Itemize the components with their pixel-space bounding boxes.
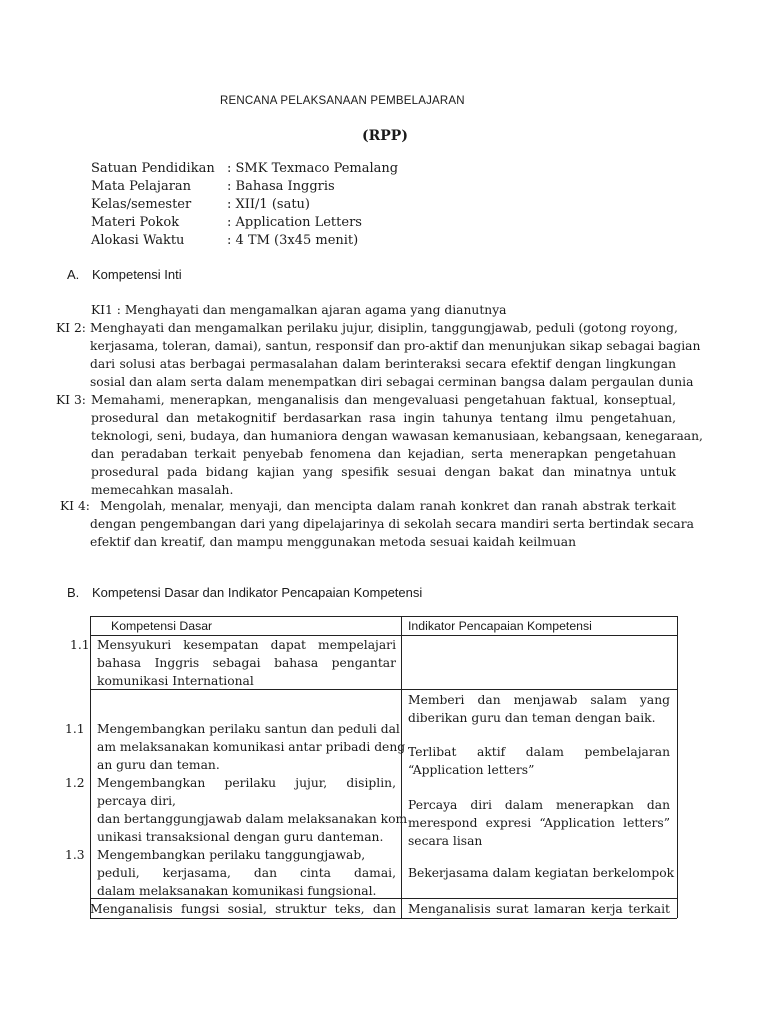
kd-line: dalam melaksanakan komunikasi fungsional. — [97, 884, 377, 898]
kd-number: 1.2 — [65, 776, 85, 790]
ki3-line: Memahami, menerapkan, menganalisis dan mengevaluasi pengetahuan faktual, konseptual, — [91, 393, 676, 407]
section-b-marker: B. — [67, 585, 80, 600]
kd-text — [97, 774, 408, 846]
indicator-text — [408, 743, 670, 779]
ki2-line: Menghayati dan mengamalkan perilaku jujur, disiplin, tanggungjawab, peduli (gotong royong, — [90, 321, 678, 335]
kd-line: komunikasi International — [97, 674, 254, 688]
ki3-line: teknologi, seni, budaya, dan humaniora dengan wawasan kemanusiaan, kebangsaan, kenegaraan, — [91, 429, 703, 443]
indicator-line: Memberi dan menjawab salam yang — [408, 693, 670, 707]
kd-line: Mengembangkan perilaku jujur, disiplin, — [97, 776, 396, 790]
ki4-line: dengan pengembangan dari yang dipelajarinya di sekolah secara mandiri serta bertindak secara — [90, 517, 694, 531]
ki4-line: Mengolah, menalar, menyaji, dan mencipta dalam ranah konkret dan ranah abstrak terkait — [100, 499, 676, 513]
section-a-heading: Kompetensi Inti — [92, 267, 182, 282]
indicator-line: Terlibat aktif dalam pembelajaran — [408, 745, 670, 759]
ki4-line: efektif dan kreatif, dan mampu menggunakan metoda sesuai kaidah keilmuan — [90, 535, 576, 549]
document-title: RENCANA PELAKSANAAN PEMBELAJARAN — [220, 95, 465, 107]
kd-text — [90, 900, 396, 918]
indicator-line: secara lisan — [408, 834, 483, 848]
kd-line: am melaksanakan komunikasi antar pribadi deng — [97, 740, 406, 754]
kd-number: 1.1 — [65, 722, 85, 736]
indicator-text — [408, 864, 675, 882]
kd-text — [97, 846, 396, 900]
ki3-line: prosedural dan metakognitif berdasarkan rasa ingin tahunya tentang ilmu pengetahuan, — [91, 411, 676, 425]
ki3-paragraph — [91, 391, 703, 499]
kd-number: 1.3 — [65, 848, 85, 862]
indicator-line: diberikan guru dan teman dengan baik. — [408, 711, 656, 725]
indicator-text — [408, 796, 670, 850]
kd-line: Mengembangkan perilaku tanggungjawab, — [97, 848, 366, 862]
ki4-paragraph — [90, 497, 694, 551]
identity-label: Materi Pokok — [91, 215, 180, 230]
identity-value: : XII/1 (satu) — [227, 197, 310, 212]
ki2-line: dari solusi atas berbagai permasalahan dalam berinteraksi secara efektif dengan lingkungan — [90, 357, 676, 371]
ki2-paragraph — [90, 319, 701, 391]
kd-line: percaya diri, — [97, 794, 176, 808]
ki3-line: memecahkan masalah. — [91, 483, 234, 497]
document-subtitle: (RPP) — [362, 128, 408, 144]
section-a-marker: A. — [67, 267, 80, 282]
ki3-line: dan peradaban terkait penyebab fenomena dan kejadian, serta menerapkan pengetahuan — [91, 447, 676, 461]
ki1-text: KI1 : Menghayati dan mengamalkan ajaran agama yang dianutnya — [91, 303, 507, 317]
table-rule — [401, 616, 402, 918]
kd-line: Mengembangkan perilaku santun dan peduli dal — [97, 722, 400, 736]
indicator-text — [408, 691, 670, 727]
identity-label: Satuan Pendidikan — [91, 161, 215, 176]
indicator-line: Percaya diri dalam menerapkan dan — [408, 798, 670, 812]
table-rule — [90, 616, 91, 918]
indicator-text — [408, 900, 670, 918]
identity-value: : SMK Texmaco Pemalang — [227, 161, 399, 176]
section-b-heading: Kompetensi Dasar dan Indikator Pencapaian Kompetensi — [92, 585, 423, 600]
table-rule — [90, 918, 677, 919]
kd-line: unikasi transaksional dengan guru danteman. — [97, 830, 384, 844]
indicator-line: “Application letters” — [408, 763, 535, 777]
indicator-line: Menganalisis surat lamaran kerja terkait — [408, 902, 670, 916]
ki3-line: prosedural pada bidang kajian yang spesifik sesuai dengan bakat dan minatnya untuk — [91, 465, 676, 479]
identity-value: : Bahasa Inggris — [227, 179, 335, 194]
kd-line: peduli, kerjasama, dan cinta damai, — [97, 866, 396, 880]
ki2-line: sosial dan alam serta dalam menempatkan diri sebagai cerminan bangsa dalam pergaulan dunia — [90, 375, 694, 389]
indicator-line: Bekerjasama dalam kegiatan berkelompok — [408, 866, 675, 880]
ki4-label: KI 4: — [60, 499, 90, 513]
kd-text — [97, 636, 396, 690]
identity-label: Mata Pelajaran — [91, 179, 192, 194]
kd-text — [97, 720, 406, 774]
identity-label: Kelas/semester — [91, 197, 192, 212]
identity-label: Alokasi Waktu — [91, 233, 185, 248]
kd-number: 1.1 — [70, 638, 90, 652]
kd-line: an guru dan teman. — [97, 758, 220, 772]
table-rule — [677, 616, 678, 918]
table-header-kd: Kompetensi Dasar — [111, 619, 213, 633]
kd-line: dan bertanggungjawab dalam melaksanakan kom — [97, 812, 408, 826]
kd-line: Mensyukuri kesempatan dapat mempelajari — [97, 638, 396, 652]
identity-value: : 4 TM (3x45 menit) — [227, 233, 359, 248]
kd-line: Menganalisis fungsi sosial, struktur teks, dan — [90, 902, 396, 916]
ki2-label: KI 2: — [56, 321, 86, 335]
ki3-label: KI 3: — [56, 393, 86, 407]
ki2-line: kerjasama, toleran, damai), santun, responsif dan pro-aktif dan menunjukan sikap sebagai bagian — [90, 339, 701, 353]
table-header-indicator: Indikator Pencapaian Kompetensi — [408, 619, 592, 633]
indicator-line: merespond expresi “Application letters” — [408, 816, 670, 830]
kd-line: bahasa Inggris sebagai bahasa pengantar — [97, 656, 396, 670]
identity-value: : Application Letters — [227, 215, 362, 230]
